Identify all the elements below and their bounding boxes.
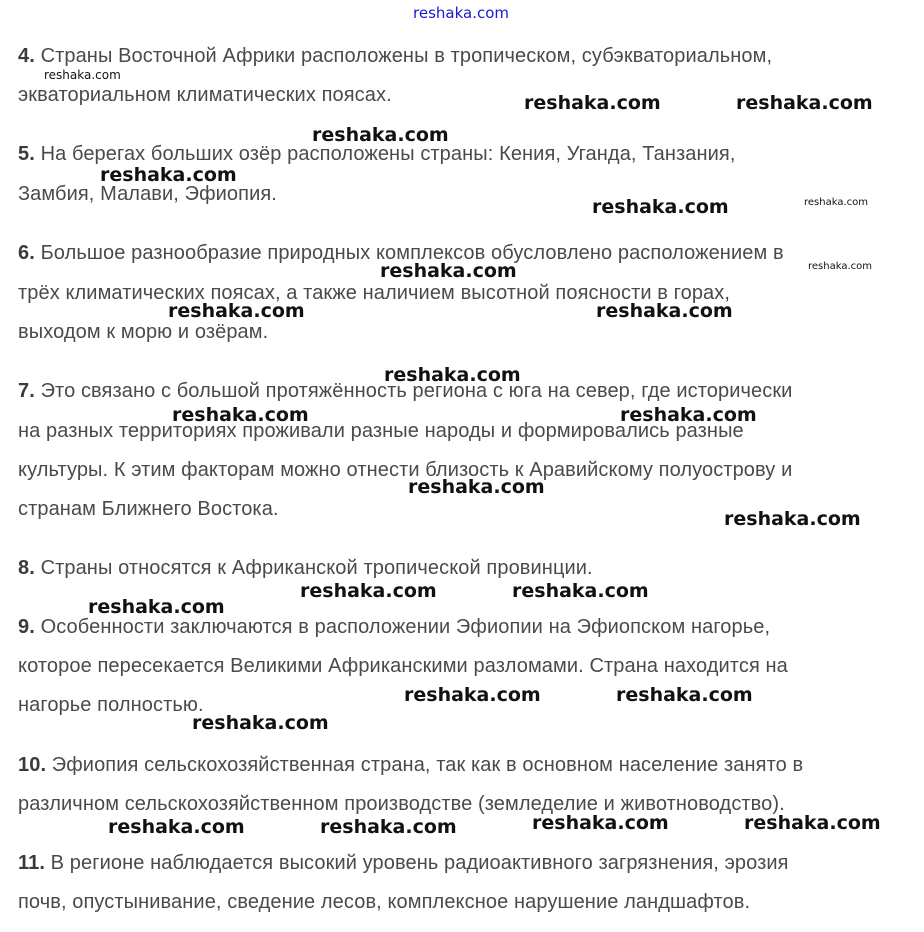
watermark: reshaka.com [616, 684, 753, 706]
watermark: reshaka.com [100, 164, 237, 186]
answer-7-line-4: странам Ближнего Востока. [18, 498, 279, 520]
watermark: reshaka.com [168, 300, 305, 322]
watermark: reshaka.com [108, 816, 245, 838]
watermark: reshaka.com [724, 508, 861, 530]
answer-7-line-2: на разных территориях проживали разные народы и формировались разные [18, 420, 744, 442]
answer-number: 4. [18, 45, 35, 67]
watermark: reshaka.com [512, 580, 649, 602]
watermark: reshaka.com [808, 261, 872, 272]
watermark: reshaka.com [736, 92, 873, 114]
watermark: reshaka.com [592, 196, 729, 218]
watermark: reshaka.com [380, 260, 517, 282]
answer-5-line-1: 5. На берегах больших озёр расположены страны: Кения, Уганда, Танзания, [18, 143, 736, 165]
answer-7-line-1: 7. Это связано с большой протяжённость региона с юга на север, где исторически [18, 380, 793, 402]
watermark: reshaka.com [620, 404, 757, 426]
watermark: reshaka.com [312, 124, 449, 146]
watermark: reshaka.com [88, 596, 225, 618]
watermark: reshaka.com [524, 92, 661, 114]
answer-9-line-1: 9. Особенности заключаются в расположении Эфиопии на Эфиопском нагорье, [18, 616, 771, 638]
answer-11-line-2: почв, опустынивание, сведение лесов, комплексное нарушение ландшафтов. [18, 891, 751, 913]
answer-number: 9. [18, 616, 35, 638]
watermark: reshaka.com [404, 684, 541, 706]
answer-6-line-2: трёх климатических поясах, а также наличием высотной поясности в горах, [18, 282, 731, 304]
answer-5-line-2: Замбия, Малави, Эфиопия. [18, 183, 277, 205]
answer-number: 7. [18, 380, 35, 402]
watermark: reshaka.com [804, 197, 868, 208]
answer-4-line-2: экваториальном климатических поясах. [18, 84, 392, 106]
answer-number: 5. [18, 143, 35, 165]
answer-8-line-1: 8. Страны относятся к Африканской тропической провинции. [18, 557, 593, 579]
answer-4-line-1: 4. Страны Восточной Африки расположены в тропическом, субэкваториальном, [18, 45, 773, 67]
answer-11-line-1: 11. В регионе наблюдается высокий уровень радиоактивного загрязнения, эрозия [18, 852, 789, 874]
answer-number: 10. [18, 754, 47, 776]
answer-number: 8. [18, 557, 35, 579]
watermark: reshaka.com [532, 812, 669, 834]
watermark: reshaka.com [172, 404, 309, 426]
answer-number: 6. [18, 242, 35, 264]
answer-10-line-1: 10. Эфиопия сельскохозяйственная страна, так как в основном население занято в [18, 754, 804, 776]
answer-10-line-2: различном сельскохозяйственном производстве (земледелие и животноводство). [18, 793, 785, 815]
answer-number: 11. [18, 852, 45, 874]
answer-9-line-3: нагорье полностью. [18, 694, 204, 716]
watermark: reshaka.com [408, 476, 545, 498]
answer-7-line-3: культуры. К этим факторам можно отнести близость к Аравийскому полуострову и [18, 459, 793, 481]
watermark: reshaka.com [744, 812, 881, 834]
watermark: reshaka.com [596, 300, 733, 322]
watermark: reshaka.com [44, 68, 121, 82]
watermark: reshaka.com [320, 816, 457, 838]
watermark: reshaka.com [300, 580, 437, 602]
watermark: reshaka.com [384, 364, 521, 386]
answer-9-line-2: которое пересекается Великими Африканскими разломами. Страна находится на [18, 655, 788, 677]
answer-6-line-1: 6. Большое разнообразие природных комплексов обусловлено расположением в [18, 242, 784, 264]
site-header[interactable]: reshaka.com [413, 4, 509, 22]
watermark: reshaka.com [192, 712, 329, 734]
answer-6-line-3: выходом к морю и озёрам. [18, 321, 269, 343]
